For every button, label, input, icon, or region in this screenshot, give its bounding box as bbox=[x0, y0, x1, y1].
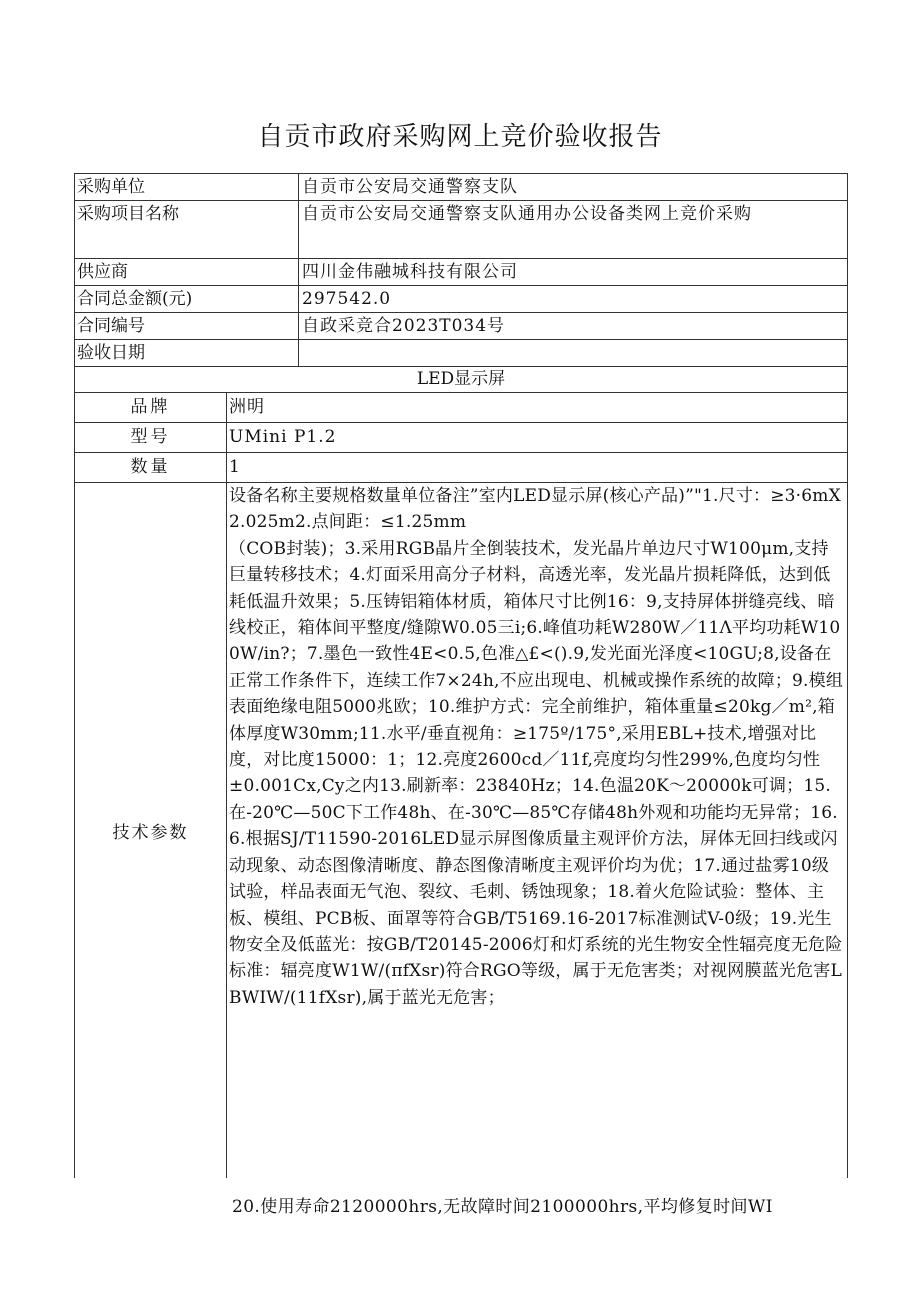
row-value: 洲明 bbox=[229, 397, 265, 417]
row-label: 品牌 bbox=[75, 393, 227, 422]
section-title: LED显示屏 bbox=[75, 367, 847, 393]
row-label: 供应商 bbox=[75, 259, 299, 285]
table-row bbox=[75, 453, 847, 483]
row-label: 数量 bbox=[75, 453, 227, 482]
row-value: 自贡市公安局交通警察支队 bbox=[302, 177, 518, 197]
tech-params-label: 技术参数 bbox=[75, 483, 227, 1178]
row-label: 验收日期 bbox=[75, 340, 299, 366]
table-row bbox=[75, 313, 847, 340]
row-value: UMini P1.2 bbox=[229, 427, 337, 447]
tech-params-continuation: 20.使用寿命2120000hrs,无故障时间2100000hrs,平均修复时间WI bbox=[232, 1197, 773, 1217]
table-row bbox=[75, 423, 847, 453]
row-value: 自贡市公安局交通警察支队通用办公设备类网上竞价采购 bbox=[302, 204, 752, 224]
row-value: 自政采竞合2023T034号 bbox=[302, 316, 506, 336]
row-label: 采购项目名称 bbox=[75, 201, 299, 258]
row-label: 合同总金额(元) bbox=[75, 286, 299, 312]
row-value: 四川金伟融城科技有限公司 bbox=[302, 262, 518, 282]
table-row bbox=[75, 201, 847, 259]
table-row bbox=[75, 174, 847, 201]
table-row bbox=[75, 286, 847, 313]
table-row bbox=[75, 393, 847, 423]
row-value: 297542.0 bbox=[302, 289, 392, 309]
row-label: 采购单位 bbox=[75, 174, 299, 200]
row-value bbox=[299, 340, 847, 366]
table-row bbox=[75, 259, 847, 286]
tech-params-text: 设备名称主要规格数量单位备注”室内LED显示屏(核心产品)”"1.尺寸：≥3·6mX2.025m2.点间距：≤1.25mm （COB封装)；3.采用RGB晶片全倒装技术，发光晶片单边尺寸W100μm,支持巨量转移技术；4.灯面采用高分子材料，高透光率，发光晶片损耗降低，达到低耗低温升效果；5.压铸铝箱体材质，箱体尺寸比例16：9,支持屏体拼缝亮线、暗线校正，箱体间平整度/缝隙W0.05三i;6.峰值功耗W280W／11Λ平均功耗W100W/in?；7.墨色一致性4E<0.5,色准△£<().9,发光面光泽度<10GU;8,设备在正常工作条件下，连续工作7×24h,不应出现电、机械或操作系统的故障；9.模组表面绝缘电阻5000兆欧；10.维护方式：完全前维护，箱体重量≤20kg／m²,箱体厚度W30mm;11.水平/垂直视角：≥175º/175°,采用EBL+技术,增强对比度，对比度15000：1；12.亮度2600cd／11f,亮度均匀性299%,色度均匀性±0.001Cx,Cy之内13.刷新率：23840Hz；14.色温20K～20000k可调；15.在-20℃—50C下工作48h、在-30℃—85℃存储48h外观和功能均无异常；16.6.根据SJ/T11590-2016LED显示屏图像质量主观评价方法，屏体无回扫线或闪动现象、动态图像清晰度、静态图像清晰度主观评价均为优；17.通过盐雾10级试验，样品表面无气泡、裂纹、毛刺、锈蚀现象；18.着火危险试验：整体、主板、模组、PCB板、面罩等符合GB/T5169.16-2017标准测试V-0级；19.光生物安全及低蓝光：按GB/T20145-2006灯和灯系统的光生物安全性辐亮度无危险标准：辐亮度W1W/(πfXsr)符合RGO等级，属于无危害类；对视网膜蓝光危害LBWIW/(11fXsr),属于蓝光无危害； bbox=[229, 486, 844, 1008]
tech-params-row bbox=[75, 483, 847, 1178]
table-row bbox=[75, 340, 847, 367]
row-label: 型号 bbox=[75, 423, 227, 452]
row-value: 1 bbox=[229, 457, 241, 477]
acceptance-table bbox=[74, 173, 848, 1178]
page-title: 自贡市政府采购网上竞价验收报告 bbox=[257, 122, 663, 152]
row-label: 合同编号 bbox=[75, 313, 299, 339]
